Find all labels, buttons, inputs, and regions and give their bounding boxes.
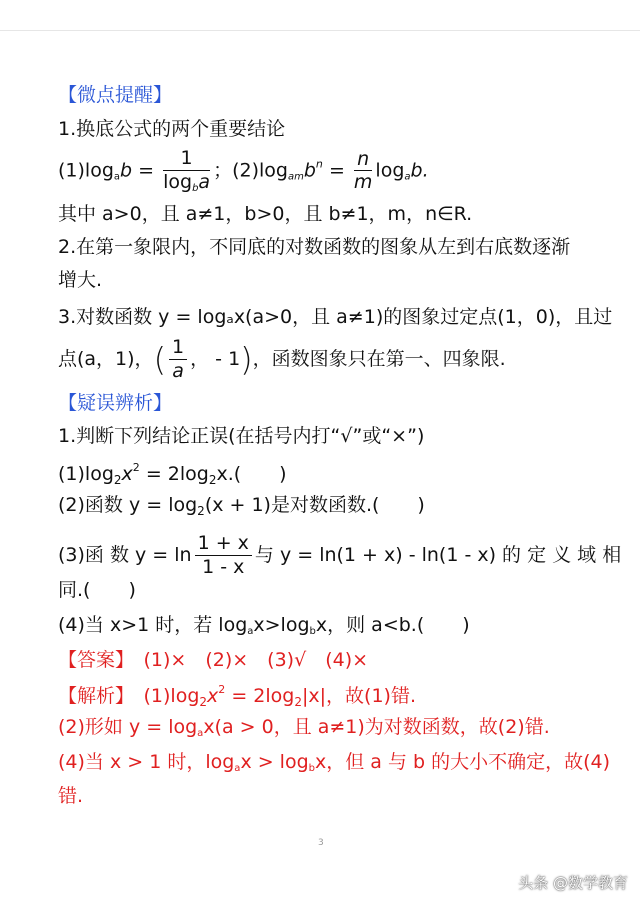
- section-heading-tips: 【微点提醒】: [58, 84, 173, 106]
- question-3-line-b: 同.( ): [58, 579, 136, 601]
- fraction-ln-argument: $\frac{1 + x}{1 - x}$: [195, 533, 252, 578]
- point-1-condition: 其中 a>0，且 a≠1，b>0，且 b≠1，m，n∈R.: [58, 203, 473, 225]
- point-3-line-b: 点(a，1)，( $\frac{1}{a}$ ， - 1)，函数图象只在第一、四象限.: [58, 336, 506, 382]
- watermark: 头条 @数学教育: [518, 874, 628, 892]
- analysis-line-4b: 错.: [58, 785, 84, 807]
- point-2-line-b: 增大.: [58, 269, 103, 291]
- question-1: $(1)\log_2x^2 = 2\log_2x$.( ): [58, 461, 287, 487]
- point-3-line-a: 3.对数函数 y = logₐx(a>0，且 a≠1)的图象过定点(1，0)，且过: [58, 306, 613, 328]
- question-3: (3)函 数 y = ln $\frac{1 + x}{1 - x}$ 与 y = ln(1 + x) - ln(1 - x) 的 定 义 域 相: [58, 532, 622, 578]
- analysis-line-4: (4)当 x > 1 时，logax > logbx，但 a 与 b 的大小不确定，故(4): [58, 751, 611, 774]
- question-2: (2)函数 $y = \log_2(x + 1)$是对数函数.( ): [58, 494, 425, 518]
- fraction-1-over-a: $\frac{1}{a}$: [169, 337, 187, 382]
- question-title: 1.判断下列结论正误(在括号内打“√”或“×”): [58, 425, 425, 447]
- fraction-n-over-m: $\frac{n}{m}$: [353, 147, 373, 194]
- analysis-line-1: 【解析】 $(1)\log_2x^2 = 2\log_2|x|$，故(1)错.: [58, 683, 417, 709]
- analysis-line-2: (2)形如 y = logax(a > 0，且 a≠1)为对数函数，故(2)错.: [58, 716, 550, 739]
- question-4: (4)当 x>1 时，若 logax>logbx，则 a<b.( ): [58, 614, 470, 637]
- point-1-title: 1.换底公式的两个重要结论: [58, 118, 286, 140]
- page-number: 3: [318, 838, 324, 848]
- formula-line-1: (1)logab = $\frac{1}{\text{logba}}$ ；(2)logamb$^n$ = $\frac{n}{m}$ logab.: [58, 147, 429, 194]
- top-border: [0, 0, 640, 31]
- fraction-1-over-logba: $\frac{1}{\text{logba}}$: [163, 147, 211, 194]
- answer-label: 【答案】: [58, 649, 125, 671]
- section-heading-misconceptions: 【疑误辨析】: [58, 392, 173, 414]
- point-2-line-a: 2.在第一象限内，不同底的对数函数的图象从左到右底数逐渐: [58, 236, 571, 258]
- answer-text: (1)× (2)× (3)√ (4)×: [124, 649, 369, 671]
- answer-line: [58, 651, 368, 670]
- analysis-label: 【解析】: [58, 685, 125, 707]
